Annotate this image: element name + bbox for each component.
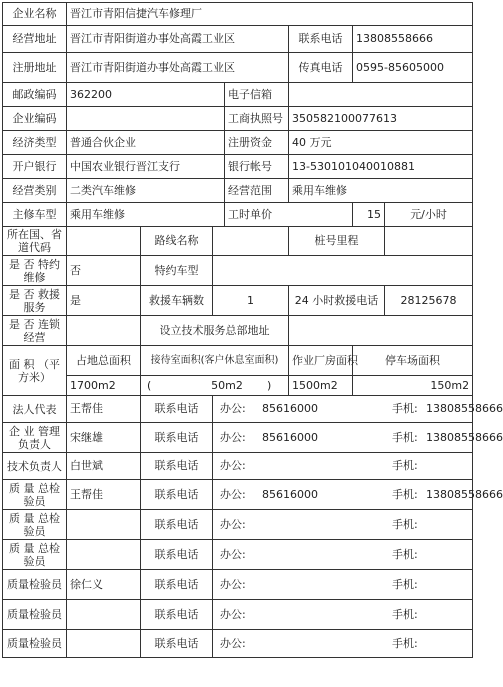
person-row <box>3 540 473 570</box>
person-role: 质量检验员 <box>3 630 67 658</box>
person-phones <box>213 423 503 453</box>
mobile-label: 手机: <box>392 607 418 621</box>
special-repair-label: 是 否 特约维修 <box>3 256 67 286</box>
person-role: 质 量 总检验员 <box>3 510 67 540</box>
biz-category-value: 二类汽车维修 <box>67 179 225 203</box>
econ-type-value: 普通合伙企业 <box>67 131 225 155</box>
area-total-label: 占地总面积 <box>67 346 141 376</box>
route-name-label: 路线名称 <box>141 227 213 256</box>
person-name: 王帮佳 <box>67 396 141 423</box>
office-value: 85616000 <box>262 430 318 444</box>
rescue-count-label: 救援车辆数 <box>141 286 213 316</box>
hour-price-label: 工时单价 <box>225 203 353 227</box>
phone-label: 联系电话 <box>289 26 353 53</box>
special-vehicle-value <box>213 256 473 286</box>
person-role: 质量检验员 <box>3 570 67 600</box>
mobile-label: 手机: <box>392 577 418 591</box>
person-name: 白世斌 <box>67 453 141 480</box>
person-row <box>3 570 473 600</box>
person-row <box>3 600 473 630</box>
area-parking-value: 150m2 <box>353 376 473 396</box>
person-phones <box>213 396 503 423</box>
person-contact-label: 联系电话 <box>141 453 213 480</box>
person-phones <box>213 453 473 480</box>
econ-type-label: 经济类型 <box>3 131 67 155</box>
fax-label: 传真电话 <box>289 53 353 83</box>
person-name: 王帮佳 <box>67 480 141 510</box>
mobile-label: 手机: <box>392 402 418 415</box>
mobile-label: 手机: <box>392 547 418 561</box>
office-label: 办公: <box>220 636 246 650</box>
person-contact-label: 联系电话 <box>141 396 213 423</box>
hour-price-unit: 元/小时 <box>385 203 473 227</box>
bank-value: 中国农业银行晋江支行 <box>67 155 225 179</box>
mobile-value: 13808558666 <box>426 430 503 444</box>
office-value: 85616000 <box>262 487 318 501</box>
hour-price-value: 15 <box>353 203 385 227</box>
biz-scope-label: 经营范围 <box>225 179 289 203</box>
chain-label: 是 否 连锁经营 <box>3 316 67 346</box>
bank-label: 开户银行 <box>3 155 67 179</box>
main-vehicle-label: 主修车型 <box>3 203 67 227</box>
person-contact-label: 联系电话 <box>141 540 213 570</box>
company-name-value: 晋江市青阳信捷汽车修理厂 <box>67 3 473 26</box>
office-label: 办公: <box>220 517 246 531</box>
reception-paren-close: ) <box>267 378 272 392</box>
email-label: 电子信箱 <box>225 83 289 107</box>
area-workshop-label: 作业厂房面积 <box>289 346 353 376</box>
milestone-label: 桩号里程 <box>289 227 385 256</box>
office-label: 办公: <box>220 430 246 444</box>
chain-value <box>67 316 141 346</box>
person-phones <box>213 600 473 630</box>
person-contact-label: 联系电话 <box>141 510 213 540</box>
reception-paren-open: ( <box>147 378 152 392</box>
area-parking-label: 停车场面积 <box>353 346 473 376</box>
license-value: 350582100077613 <box>289 107 473 131</box>
company-code-label: 企业编码 <box>3 107 67 131</box>
license-label: 工商执照号 <box>225 107 289 131</box>
person-role: 质量检验员 <box>3 600 67 630</box>
fax-value: 0595-85605000 <box>353 53 473 83</box>
capital-label: 注册资金 <box>225 131 289 155</box>
mobile-label: 手机: <box>392 430 418 444</box>
person-row <box>3 510 473 540</box>
mobile-label: 手机: <box>392 636 418 650</box>
person-row <box>3 423 473 453</box>
biz-category-label: 经营类别 <box>3 179 67 203</box>
area-total-value: 1700m2 <box>67 376 141 396</box>
branch-value <box>289 316 473 346</box>
company-name-label: 企业名称 <box>3 3 67 26</box>
person-contact-label: 联系电话 <box>141 630 213 658</box>
person-name <box>67 600 141 630</box>
special-repair-value: 否 <box>67 256 141 286</box>
office-label: 办公: <box>220 607 246 621</box>
person-role: 质 量 总检验员 <box>3 540 67 570</box>
op-address-value: 晋江市青阳街道办事处高霞工业区 <box>67 26 289 53</box>
company-code-value <box>67 107 225 131</box>
rescue-count-value: 1 <box>213 286 289 316</box>
office-label: 办公: <box>220 402 246 415</box>
postcode-label: 邮政编码 <box>3 83 67 107</box>
rescue-value: 是 <box>67 286 141 316</box>
person-name <box>67 540 141 570</box>
person-phones <box>213 630 473 658</box>
person-contact-label: 联系电话 <box>141 423 213 453</box>
area-reception-cell <box>141 376 289 396</box>
office-label: 办公: <box>220 487 246 501</box>
mobile-value: 13808558666 <box>426 402 503 415</box>
postcode-value: 362200 <box>67 83 225 107</box>
person-name: 徐仁义 <box>67 570 141 600</box>
person-contact-label: 联系电话 <box>141 480 213 510</box>
person-name <box>67 630 141 658</box>
person-role: 法人代表 <box>3 396 67 423</box>
mobile-label: 手机: <box>392 517 418 531</box>
person-name <box>67 510 141 540</box>
area-workshop-value: 1500m2 <box>289 376 353 396</box>
mobile-label: 手机: <box>392 487 418 501</box>
reg-address-value: 晋江市青阳街道办事处高霞工业区 <box>67 53 289 83</box>
person-phones <box>213 510 473 540</box>
area-reception-value: 50m2 <box>211 378 243 392</box>
mobile-value: 13808558666 <box>426 487 503 501</box>
branch-label: 设立技术服务总部地址 <box>141 316 289 346</box>
person-contact-label: 联系电话 <box>141 570 213 600</box>
person-role: 技术负责人 <box>3 453 67 480</box>
route-name-value <box>213 227 289 256</box>
bank-account-label: 银行帐号 <box>225 155 289 179</box>
person-row <box>3 630 473 658</box>
person-row <box>3 453 473 480</box>
person-row <box>3 480 473 510</box>
special-vehicle-label: 特约车型 <box>141 256 213 286</box>
office-label: 办公: <box>220 459 246 472</box>
phone-value: 13808558666 <box>353 26 473 53</box>
rescue-phone-value: 28125678 <box>385 286 473 316</box>
mobile-label: 手机: <box>392 459 418 472</box>
office-label: 办公: <box>220 547 246 561</box>
company-info-form <box>2 2 503 658</box>
region-label: 所在国、省道代码 <box>3 227 67 256</box>
person-row <box>3 396 473 423</box>
reg-address-label: 注册地址 <box>3 53 67 83</box>
office-label: 办公: <box>220 577 246 591</box>
people-section <box>3 396 503 658</box>
person-contact-label: 联系电话 <box>141 600 213 630</box>
op-address-label: 经营地址 <box>3 26 67 53</box>
person-phones <box>213 540 473 570</box>
region-value <box>67 227 141 256</box>
person-phones <box>213 480 503 510</box>
area-label: 面 积 （平方米） <box>3 346 67 396</box>
office-value: 85616000 <box>262 402 318 415</box>
capital-value: 40 万元 <box>289 131 473 155</box>
person-role: 质 量 总检验员 <box>3 480 67 510</box>
person-phones <box>213 570 473 600</box>
area-reception-label: 接待室面积(客户休息室面积) <box>141 346 289 376</box>
person-role: 企 业 管理负责人 <box>3 423 67 453</box>
rescue-label: 是 否 救援服务 <box>3 286 67 316</box>
email-value <box>289 83 473 107</box>
rescue-phone-label: 24 小时救援电话 <box>289 286 385 316</box>
bank-account-value: 13-530101040010881 <box>289 155 473 179</box>
main-vehicle-value: 乘用车维修 <box>67 203 225 227</box>
person-name: 宋继雄 <box>67 423 141 453</box>
milestone-value <box>385 227 473 256</box>
biz-scope-value: 乘用车维修 <box>289 179 473 203</box>
